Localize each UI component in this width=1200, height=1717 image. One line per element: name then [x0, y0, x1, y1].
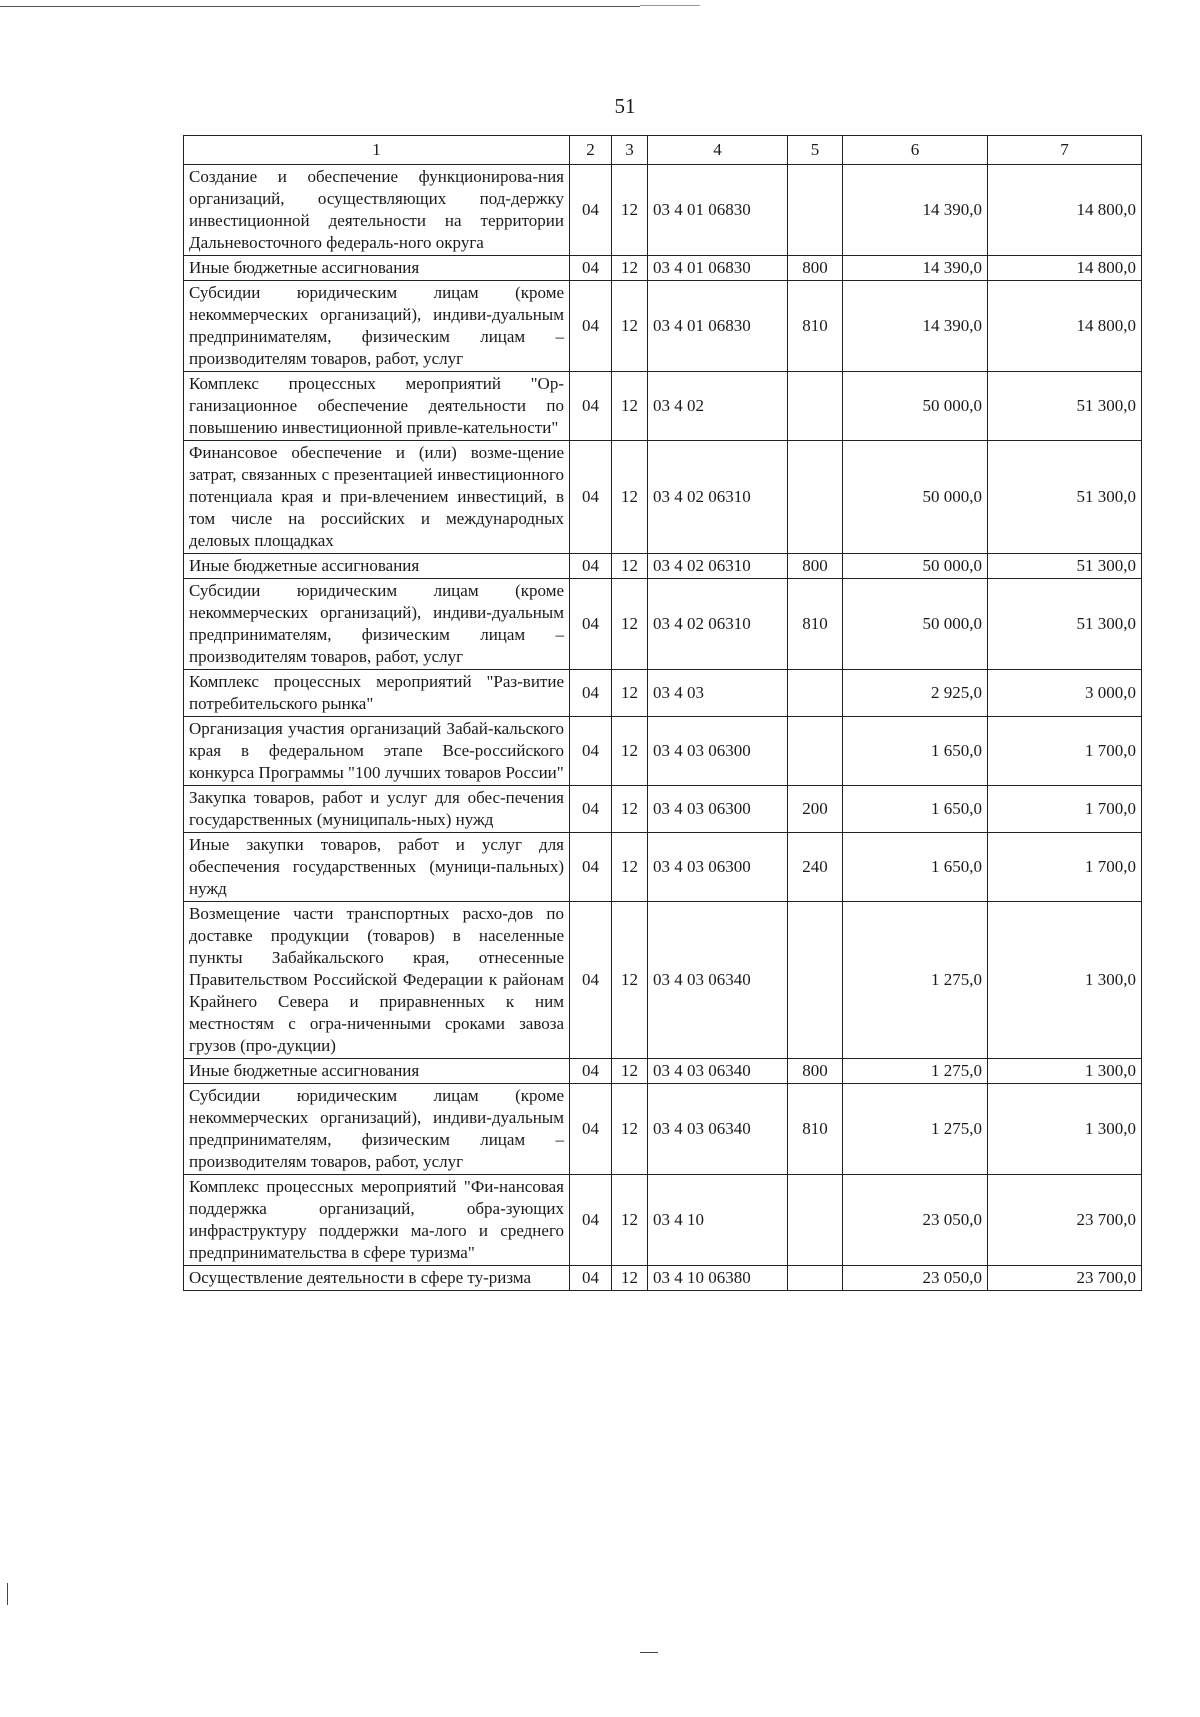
target-article-cell: 03 4 01 06830	[648, 165, 788, 256]
target-article-cell: 03 4 02	[648, 372, 788, 441]
description-cell: Финансовое обеспечение и (или) возме-щение затрат, связанных с презентацией инвестиционного потенциала края и при-влечением инвестиций, в том числе на российских и международных деловых площадках	[184, 441, 570, 554]
description-cell: Субсидии юридическим лицам (кроме некоммерческих организаций), индиви-дуальным предпринимателям, физическим лицам – производителям товаров, работ, услуг	[184, 281, 570, 372]
amount-year1-cell: 14 390,0	[843, 281, 988, 372]
description-cell: Осуществление деятельности в сфере ту-ризма	[184, 1266, 570, 1291]
amount-year1-cell: 14 390,0	[843, 256, 988, 281]
amount-year2-cell: 51 300,0	[988, 554, 1142, 579]
scan-edge-line	[0, 6, 640, 7]
table-body	[184, 136, 1142, 1291]
description-cell: Комплекс процессных мероприятий "Раз-витие потребительского рынка"	[184, 670, 570, 717]
section-code-cell: 04	[570, 902, 612, 1059]
amount-year1-cell: 1 650,0	[843, 833, 988, 902]
description-cell: Иные бюджетные ассигнования	[184, 1059, 570, 1084]
target-article-cell: 03 4 02 06310	[648, 441, 788, 554]
table-row	[184, 281, 1142, 372]
target-article-cell: 03 4 03 06300	[648, 833, 788, 902]
expense-type-cell	[788, 670, 843, 717]
subsection-code-cell: 12	[612, 717, 648, 786]
target-article-cell: 03 4 01 06830	[648, 281, 788, 372]
description-cell: Иные бюджетные ассигнования	[184, 256, 570, 281]
column-header: 3	[612, 136, 648, 165]
table-row	[184, 833, 1142, 902]
column-header: 5	[788, 136, 843, 165]
description-cell: Комплекс процессных мероприятий "Ор-ганизационное обеспечение деятельности по повышению инвестиционной привле-кательности"	[184, 372, 570, 441]
section-code-cell: 04	[570, 281, 612, 372]
expense-type-cell: 240	[788, 833, 843, 902]
target-article-cell: 03 4 10 06380	[648, 1266, 788, 1291]
target-article-cell: 03 4 03 06340	[648, 1084, 788, 1175]
table-row	[184, 1175, 1142, 1266]
expense-type-cell	[788, 165, 843, 256]
subsection-code-cell: 12	[612, 1084, 648, 1175]
description-cell: Субсидии юридическим лицам (кроме некоммерческих организаций), индиви-дуальным предпринимателям, физическим лицам – производителям товаров, работ, услуг	[184, 579, 570, 670]
table-row	[184, 256, 1142, 281]
amount-year2-cell: 1 700,0	[988, 717, 1142, 786]
scan-edge-line-faint	[640, 5, 700, 6]
section-code-cell: 04	[570, 1175, 612, 1266]
scan-mark	[7, 1583, 8, 1605]
target-article-cell: 03 4 03	[648, 670, 788, 717]
target-article-cell: 03 4 02 06310	[648, 554, 788, 579]
budget-table	[183, 135, 1142, 1291]
amount-year1-cell: 23 050,0	[843, 1266, 988, 1291]
subsection-code-cell: 12	[612, 670, 648, 717]
subsection-code-cell: 12	[612, 786, 648, 833]
section-code-cell: 04	[570, 1059, 612, 1084]
scan-dash	[640, 1652, 658, 1653]
amount-year2-cell: 14 800,0	[988, 256, 1142, 281]
subsection-code-cell: 12	[612, 281, 648, 372]
subsection-code-cell: 12	[612, 579, 648, 670]
subsection-code-cell: 12	[612, 441, 648, 554]
target-article-cell: 03 4 01 06830	[648, 256, 788, 281]
amount-year1-cell: 1 275,0	[843, 1084, 988, 1175]
table-row	[184, 165, 1142, 256]
amount-year2-cell: 51 300,0	[988, 372, 1142, 441]
amount-year2-cell: 3 000,0	[988, 670, 1142, 717]
amount-year1-cell: 14 390,0	[843, 165, 988, 256]
amount-year2-cell: 14 800,0	[988, 165, 1142, 256]
expense-type-cell	[788, 717, 843, 786]
expense-type-cell	[788, 441, 843, 554]
amount-year1-cell: 1 275,0	[843, 902, 988, 1059]
section-code-cell: 04	[570, 554, 612, 579]
section-code-cell: 04	[570, 256, 612, 281]
subsection-code-cell: 12	[612, 165, 648, 256]
section-code-cell: 04	[570, 1266, 612, 1291]
target-article-cell: 03 4 02 06310	[648, 579, 788, 670]
expense-type-cell	[788, 372, 843, 441]
table-row	[184, 1084, 1142, 1175]
table-row	[184, 717, 1142, 786]
section-code-cell: 04	[570, 1084, 612, 1175]
expense-type-cell: 810	[788, 281, 843, 372]
column-header: 2	[570, 136, 612, 165]
expense-type-cell: 800	[788, 1059, 843, 1084]
subsection-code-cell: 12	[612, 833, 648, 902]
subsection-code-cell: 12	[612, 554, 648, 579]
description-cell: Субсидии юридическим лицам (кроме некоммерческих организаций), индиви-дуальным предпринимателям, физическим лицам – производителям товаров, работ, услуг	[184, 1084, 570, 1175]
table-row	[184, 554, 1142, 579]
amount-year2-cell: 23 700,0	[988, 1175, 1142, 1266]
header-row	[184, 136, 1142, 165]
subsection-code-cell: 12	[612, 1059, 648, 1084]
amount-year2-cell: 14 800,0	[988, 281, 1142, 372]
column-header: 7	[988, 136, 1142, 165]
table-row	[184, 786, 1142, 833]
subsection-code-cell: 12	[612, 1266, 648, 1291]
target-article-cell: 03 4 03 06300	[648, 786, 788, 833]
description-cell: Комплекс процессных мероприятий "Фи-нансовая поддержка организаций, обра-зующих инфраструктуру поддержки ма-лого и среднего предпринимательства в сфере туризма"	[184, 1175, 570, 1266]
table-row	[184, 441, 1142, 554]
description-cell: Организация участия организаций Забай-кальского края в федеральном этапе Все-российского конкурса Программы "100 лучших товаров России"	[184, 717, 570, 786]
expense-type-cell: 200	[788, 786, 843, 833]
table-row	[184, 902, 1142, 1059]
table-row	[184, 372, 1142, 441]
expense-type-cell	[788, 1175, 843, 1266]
amount-year1-cell: 1 275,0	[843, 1059, 988, 1084]
section-code-cell: 04	[570, 441, 612, 554]
subsection-code-cell: 12	[612, 256, 648, 281]
amount-year2-cell: 1 700,0	[988, 833, 1142, 902]
column-header: 1	[184, 136, 570, 165]
expense-type-cell: 810	[788, 1084, 843, 1175]
amount-year2-cell: 1 300,0	[988, 1084, 1142, 1175]
subsection-code-cell: 12	[612, 902, 648, 1059]
expense-type-cell	[788, 1266, 843, 1291]
expense-type-cell: 810	[788, 579, 843, 670]
section-code-cell: 04	[570, 717, 612, 786]
amount-year1-cell: 50 000,0	[843, 441, 988, 554]
amount-year2-cell: 1 300,0	[988, 902, 1142, 1059]
description-cell: Иные бюджетные ассигнования	[184, 554, 570, 579]
amount-year1-cell: 23 050,0	[843, 1175, 988, 1266]
amount-year2-cell: 51 300,0	[988, 441, 1142, 554]
target-article-cell: 03 4 03 06340	[648, 902, 788, 1059]
table-row	[184, 670, 1142, 717]
amount-year1-cell: 50 000,0	[843, 372, 988, 441]
target-article-cell: 03 4 03 06300	[648, 717, 788, 786]
section-code-cell: 04	[570, 786, 612, 833]
description-cell: Создание и обеспечение функционирова-ния организаций, осуществляющих под-держку инвестиционной деятельности на территории Дальневосточного федераль-ного округа	[184, 165, 570, 256]
expense-type-cell: 800	[788, 256, 843, 281]
expense-type-cell	[788, 902, 843, 1059]
description-cell: Иные закупки товаров, работ и услуг для обеспечения государственных (муници-пальных) нужд	[184, 833, 570, 902]
description-cell: Возмещение части транспортных расхо-дов по доставке продукции (товаров) в населенные пункты Забайкальского края, отнесенные Правительством Российской Федерации к районам Крайнего Севера и приравненных к ним местностям с огра-ниченными сроками завоза грузов (про-дукции)	[184, 902, 570, 1059]
description-cell: Закупка товаров, работ и услуг для обес-печения государственных (муниципаль-ных) нужд	[184, 786, 570, 833]
table-row	[184, 1059, 1142, 1084]
table-row	[184, 579, 1142, 670]
column-header: 6	[843, 136, 988, 165]
amount-year2-cell: 51 300,0	[988, 579, 1142, 670]
target-article-cell: 03 4 03 06340	[648, 1059, 788, 1084]
table-row	[184, 1266, 1142, 1291]
amount-year2-cell: 1 300,0	[988, 1059, 1142, 1084]
section-code-cell: 04	[570, 165, 612, 256]
target-article-cell: 03 4 10	[648, 1175, 788, 1266]
amount-year2-cell: 1 700,0	[988, 786, 1142, 833]
subsection-code-cell: 12	[612, 1175, 648, 1266]
section-code-cell: 04	[570, 670, 612, 717]
amount-year1-cell: 50 000,0	[843, 554, 988, 579]
amount-year1-cell: 2 925,0	[843, 670, 988, 717]
amount-year1-cell: 50 000,0	[843, 579, 988, 670]
section-code-cell: 04	[570, 579, 612, 670]
section-code-cell: 04	[570, 372, 612, 441]
expense-type-cell: 800	[788, 554, 843, 579]
amount-year2-cell: 23 700,0	[988, 1266, 1142, 1291]
amount-year1-cell: 1 650,0	[843, 717, 988, 786]
subsection-code-cell: 12	[612, 372, 648, 441]
column-header: 4	[648, 136, 788, 165]
section-code-cell: 04	[570, 833, 612, 902]
page-number: 51	[614, 94, 636, 118]
amount-year1-cell: 1 650,0	[843, 786, 988, 833]
